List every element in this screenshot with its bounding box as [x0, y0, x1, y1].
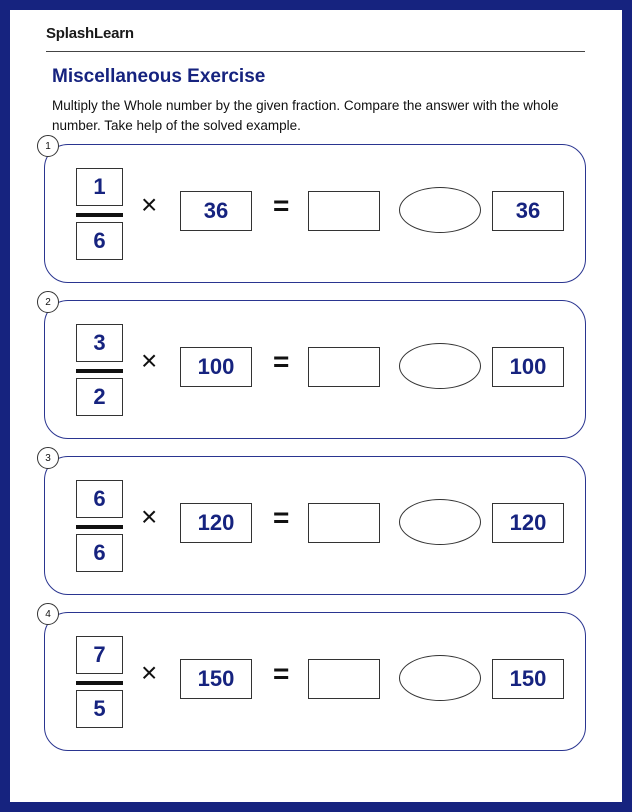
page-title: Miscellaneous Exercise — [52, 66, 266, 87]
multiply-sign: × — [141, 501, 158, 532]
numerator-box: 1 — [76, 168, 123, 206]
problem-number: 4 — [37, 603, 59, 625]
fraction-bar — [76, 681, 123, 685]
comparison-oval[interactable] — [399, 499, 481, 545]
numerator-box: 7 — [76, 636, 123, 674]
answer-box[interactable] — [308, 347, 380, 387]
problem-card-4 — [44, 609, 586, 751]
denominator-box: 6 — [76, 534, 123, 572]
fraction-bar — [76, 369, 123, 373]
fraction-bar — [76, 525, 123, 529]
multiply-sign: × — [141, 189, 158, 220]
problem-card-1 — [44, 141, 586, 283]
denominator-box: 2 — [76, 378, 123, 416]
header-divider — [46, 51, 585, 52]
brand-logo: SplashLearn — [46, 25, 134, 42]
answer-box[interactable] — [308, 659, 380, 699]
numerator-box: 3 — [76, 324, 123, 362]
whole-number-box: 100 — [180, 347, 252, 387]
compare-number-box: 120 — [492, 503, 564, 543]
comparison-oval[interactable] — [399, 343, 481, 389]
problem-card-3 — [44, 453, 586, 595]
answer-box[interactable] — [308, 191, 380, 231]
whole-number-box: 36 — [180, 191, 252, 231]
problem-number: 2 — [37, 291, 59, 313]
compare-number-box: 36 — [492, 191, 564, 231]
compare-number-box: 150 — [492, 659, 564, 699]
numerator-box: 6 — [76, 480, 123, 518]
multiply-sign: × — [141, 345, 158, 376]
equals-sign: = — [273, 502, 290, 533]
instructions-text: Multiply the Whole number by the given fraction. Compare the answer with the whole number. Take help of the solved example. — [52, 98, 559, 133]
fraction-bar — [76, 213, 123, 217]
multiply-sign: × — [141, 657, 158, 688]
equals-sign: = — [273, 346, 290, 377]
denominator-box: 5 — [76, 690, 123, 728]
comparison-oval[interactable] — [399, 187, 481, 233]
answer-box[interactable] — [308, 503, 380, 543]
whole-number-box: 120 — [180, 503, 252, 543]
denominator-box: 6 — [76, 222, 123, 260]
problem-number: 1 — [37, 135, 59, 157]
problem-number: 3 — [37, 447, 59, 469]
whole-number-box: 150 — [180, 659, 252, 699]
compare-number-box: 100 — [492, 347, 564, 387]
equals-sign: = — [273, 658, 290, 689]
equals-sign: = — [273, 190, 290, 221]
problem-card-2 — [44, 297, 586, 439]
comparison-oval[interactable] — [399, 655, 481, 701]
worksheet-page — [10, 10, 622, 802]
